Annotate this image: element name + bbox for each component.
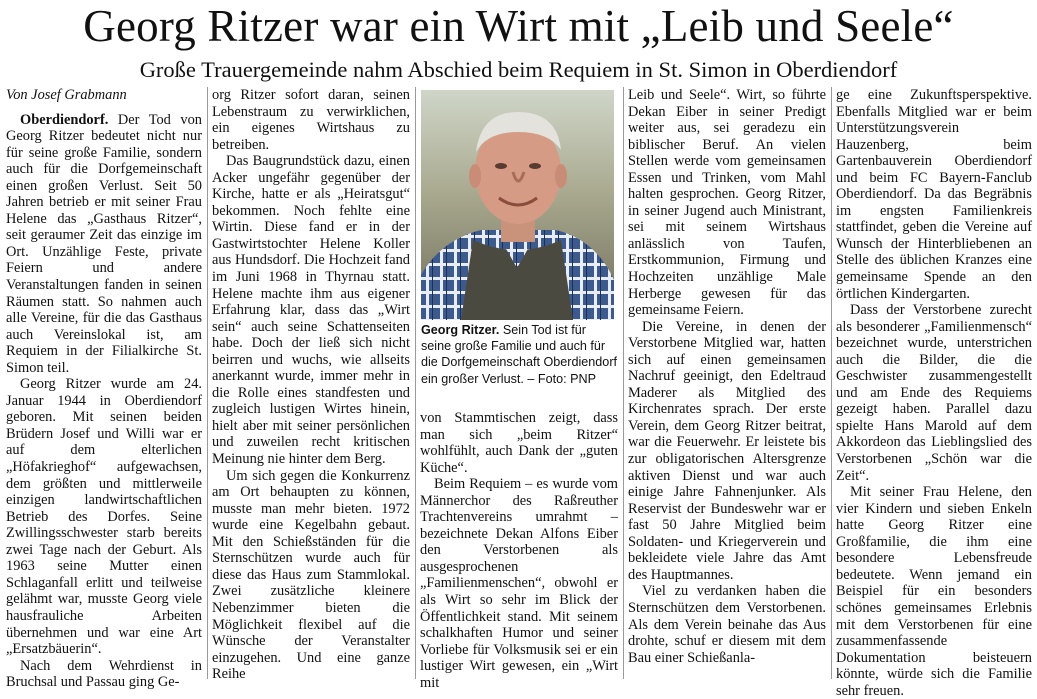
paragraph: Oberdiendorf. Der Tod von Georg Ritzer bedeutet nicht nur für seine große Familie, sondern auch für die Dorfgemeinschaft einen großen Verlust. Seit 50 Jahren betrieb er mit seiner Frau Helene das „Gasthaus Ritzer“, seit geraumer Zeit das einzige im Ort. Unzählige Feste, private Feiern und andere Veranstaltungen fanden in seinen Räumen statt. So nahmen auch alle Vereine, für die das Gasthaus auch Vereinslokal ist, am Requiem in der Filialkirche St. Simon teil.	[6, 111, 202, 376]
article-column-1	[6, 87, 202, 691]
paragraph: Nach dem Wehrdienst in Bruchsal und Passau ging Ge-	[6, 657, 202, 691]
article-subheadline: Große Trauergemeinde nahm Abschied beim Requiem in St. Simon in Oberdiendorf	[139, 57, 898, 82]
paragraph: org Ritzer sofort daran, seinen Lebenstraum zu verwirklichen, ein eigenes Wirtshaus zu betreiben.	[212, 87, 410, 153]
portrait-illustration	[421, 90, 614, 320]
column-divider	[831, 87, 832, 679]
paragraph: Das Baugrundstück dazu, einen Acker ungefähr gegenüber der Kirche, hatte er als „Heiratsgut“ bekommen. Noch fehlte eine Wirtin. Diese fand er in der Gastwirtstochter Helene Koller aus Hundsdorf. Die Hochzeit fand im Juni 1968 in Thyrnau statt. Helene machte ihm aus eigener Erfahrung klar, dass das „Wirt sein“ auch seine Schattenseiten habe. Doch der ließ sich nicht beirren und wuchs, wie allseits anerkannt wurde, immer mehr in die Rolle eines standfesten und zugleich lustigen Wirtes hinein, hielt aber mit seiner persönlichen und zuweilen recht kritischen Meinung nie hinter dem Berg.	[212, 153, 410, 468]
article-headline: Georg Ritzer war ein Wirt mit „Leib und Seele“	[83, 1, 954, 51]
column-divider	[623, 87, 624, 679]
paragraph: Leib und Seele“. Wirt, so führte Dekan Eiber in seiner Predigt weiter aus, sei geradezu ein biblischer Beruf. An vielen Stellen werde vom gemeinsamen Essen und Trinken, vom Mahl halten gesprochen. Georg Ritzer, in seiner Jugend auch Ministrant, sei mit seinem Wirtshaus anlässlich von Taufen, Erstkommunion, Firmung und Hochzeiten unzählige Male Herberge gewesen für das gemeinsame Feiern.	[628, 87, 826, 319]
photo-caption: Georg Ritzer. Sein Tod ist für seine große Familie und auch für die Dorfgemeinschaft Oberdiendorf ein großer Verlust. – Foto: PNP	[421, 323, 618, 386]
paragraph: ge eine Zukunftsperspektive. Ebenfalls Mitglied war er beim Unterstützungsverein Hauzenberg, beim Gartenbauverein Oberdiendorf und beim FC Bayern-Fanclub Oberdiendorf. Da das Begräbnis im engsten Familienkreis stattfindet, geben die Vereine auf Wunsch der Hinterbliebenen an Stelle des üblichen Kranzes eine gemeinsame Spende an den örtlichen Kindergarten.	[836, 87, 1032, 302]
column-divider	[415, 87, 416, 679]
article-column-3	[420, 410, 618, 691]
paragraph: Mit seiner Frau Helene, den vier Kindern und sieben Enkeln hatte Georg Ritzer eine Großfamilie, die ihm eine besondere Lebensfreude bedeutete. Wenn jemand ein Beispiel für ein besonders schönes gemeinsames Erlebnis mit dem Verstorbenen für eine zusammenfassende Dokumentation beisteuern könnte, würde sich die Familie sehr freuen.	[836, 484, 1032, 699]
paragraph: Um sich gegen die Konkurrenz am Ort behaupten zu können, musste man mehr bieten. 1972 wurde eine Kegelbahn gebaut. Mit den Schießständen für die Sternschützen wurde auch für diese das Haus zum Stammlokal. Zwei zusätzliche kleinere Nebenzimmer bieten die Möglichkeit flexibel auf die Wünsche der Veranstalter einzugehen. Und eine ganze Reihe	[212, 467, 410, 683]
paragraph: Beim Requiem – es wurde vom Männerchor des Raßreuther Trachtenvereins umrahmt – bezeichnete Dekan Alfons Eiber den Verstorbenen als ausgesprochenen „Familienmenschen“, obwohl er als Wirt so sehr im Blick der Öffentlichkeit stand. Mit seinem schalkhaften Humor und seiner Vorliebe für Volksmusik sei er ein lustiger Wirt gewesen, ein „Wirt mit	[420, 476, 618, 691]
paragraph: Viel zu verdanken haben die Sternschützen dem Verstorbenen. Als dem Verein beinahe das Aus drohte, schuf er diesem mit dem Bau einer Schießanla-	[628, 583, 826, 666]
byline: Von Josef Grabmann	[6, 87, 127, 103]
dateline: Oberdiendorf.	[20, 111, 109, 128]
article-column-4	[628, 87, 826, 679]
paragraph: Georg Ritzer wurde am 24. Januar 1944 in Oberdiendorf geboren. Mit seinen beiden Brüdern Josef und Willi war er auf dem elterlichen „Höfakrieghof“ aufgewachsen, dem größten und mittlerweile einzigen landwirtschaftlichen Betrieb des Dorfes. Seine Zwillingsschwester starb bereits zwei Tage nach der Geburt. Als 1963 seine Mutter einen Schlaganfall erlitt und teilweise gelähmt war, musste Georg viele hausfrauliche Arbeiten übernehmen und war eine Art „Ersatzbäuerin“.	[6, 376, 202, 658]
paragraph: Die Vereine, in denen der Verstorbene Mitglied war, hatten sich auf einen gemeinsamen Nachruf geeinigt, den Edeltraud Maderer als Mitglied des Kirchenrates sprach. Der erste Verein, dem Georg Ritzer beitrat, war die Feuerwehr. Er leistete bis zur obligatorischen Altersgrenze aktiven Dienst und war auch einige Jahre Fahnenjunker. Als Reservist der Bundeswehr war er fast 50 Jahre Mitglied beim Soldaten- und Kriegerverein und bekleidete viele Jahre das Amt des Hauptmannes.	[628, 318, 826, 583]
article-column-2	[212, 87, 410, 683]
column-divider	[207, 87, 208, 679]
paragraph: Dass der Verstorbene zurecht als besonderer „Familienmensch“ bezeichnet wurde, unterstrichen auch die Bilder, die die Geschwister zusammengestellt und am Ende des Requiems gezeigt haben. Parallel dazu spielte Hans Marold auf dem Akkordeon das Lieblingslied des Verstorbenen „Schön war die Zeit“.	[836, 302, 1032, 484]
paragraph: von Stammtischen zeigt, dass man sich „beim Ritzer“ wohlfühlt, auch Dank der „guten Küche“.	[420, 410, 618, 476]
article-column-5	[836, 87, 1032, 699]
portrait-photo	[421, 90, 614, 320]
caption-name: Georg Ritzer.	[421, 323, 500, 337]
